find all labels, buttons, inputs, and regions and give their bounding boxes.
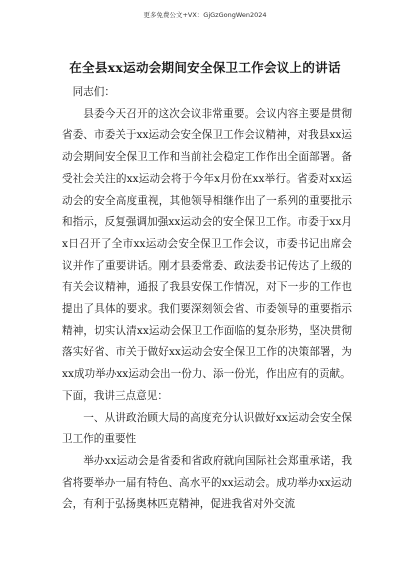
document-body — [62, 82, 352, 516]
paragraph-closing: 举办xx运动会是省委和省政府就向国际社会郑重承诺，我省将要举办一届有特色、高水平的xx运动会。成功举办xx运动会，有利于弘扬奥林匹克精神，促进我省对外交流 — [62, 454, 352, 511]
paragraph-transition: 下面，我讲三点意见： — [62, 389, 168, 402]
document-title: 在全县xx运动会期间安全保卫工作会议上的讲话 — [69, 60, 341, 75]
section-heading: 一、从讲政治顾大局的高度充分认识做好xx运动会安全保卫工作的重要性 — [62, 411, 352, 446]
paragraph-intro: 县委今天召开的这次会议非常重要。会议内容主要是贯彻省委、市委关于xx运动会安全保卫工作会议精神，对我县xx运动会期间安全保卫工作和当前社会稳定工作作出全面部署。备受社会关注的xx运动会将于今年x月份在xx举行。省委对xx运动会的安全高度重视，其他领导相继作出了一系列的重要批示和指示，反复强调加强xx运动会的安全保卫工作。市委于xx月x日召开了全市xx运动会安全保卫工作会议，市委书记出席会议并作了重要讲话。刚才县委常委、政法委书记传达了上级的有关会议精神，通报了我县安保工作情况，对下一步的工作也提出了具体的要求。我们要深刻领会省、市委领导的重要指示精神，切实认清xx运动会保卫工作面临的复杂形势，坚决贯彻落实好省、市关于做好xx运动会安全保卫工作的决策部署，为xx成功举办xx运动会出一份力、添一份光，作出应有的贡献。 — [62, 107, 352, 381]
header-note: 更多免费公文+VX：GjGzGongWen2024 — [143, 11, 267, 19]
salutation: 同志们： — [72, 86, 115, 98]
